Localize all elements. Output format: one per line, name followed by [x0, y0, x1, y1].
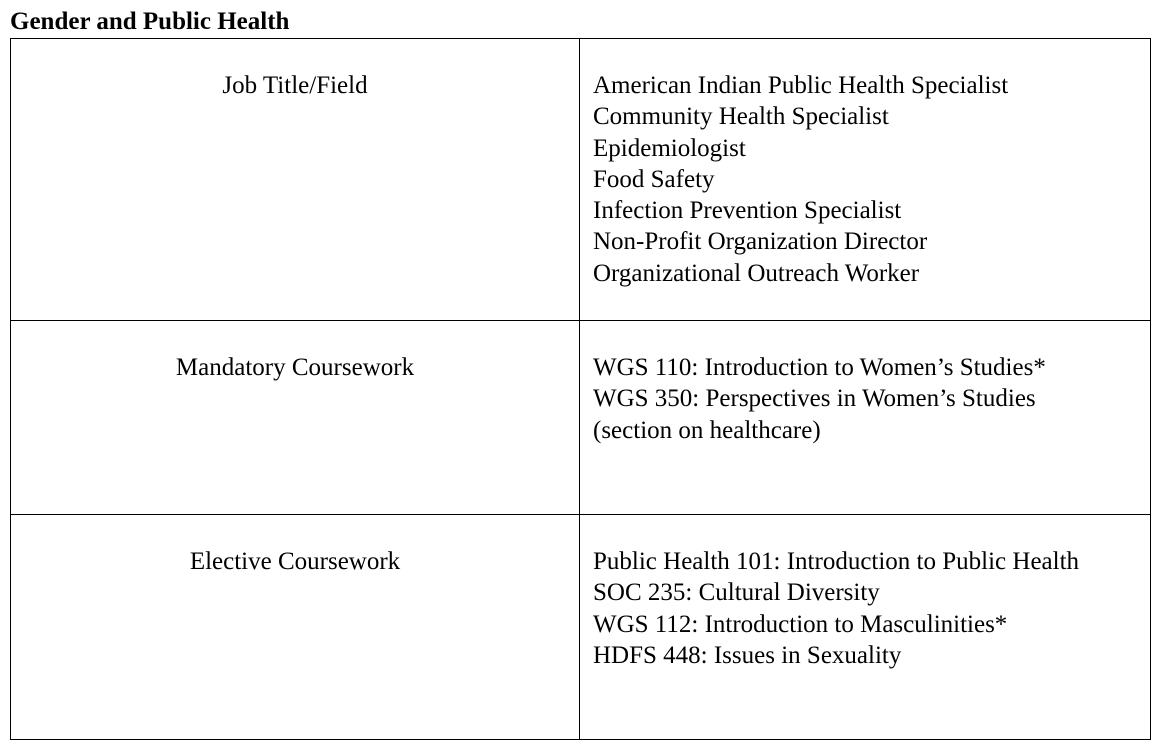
row-label: Elective Coursework	[189, 548, 401, 575]
row-values-cell	[580, 515, 1151, 740]
list-item: Public Health 101: Introduction to Public Health	[593, 548, 1080, 575]
table-row-elective-coursework	[11, 515, 1151, 740]
list-item: Food Safety	[593, 165, 715, 193]
list-item: WGS 110: Introduction to Women’s Studies*	[593, 354, 1046, 381]
mandatory-course-list	[593, 321, 1150, 446]
page-title: Gender and Public Health	[10, 8, 290, 35]
list-item: Organizational Outreach Worker	[593, 259, 920, 287]
row-label-cell	[11, 321, 580, 515]
row-label: Job Title/Field	[222, 72, 368, 99]
row-label-cell	[11, 39, 580, 321]
elective-course-list	[593, 515, 1150, 671]
row-label: Mandatory Coursework	[175, 354, 415, 381]
list-item: SOC 235: Cultural Diversity	[593, 579, 880, 607]
list-item: WGS 112: Introduction to Masculinities*	[593, 610, 1008, 638]
job-title-list	[593, 39, 1150, 289]
career-coursework-table	[10, 38, 1151, 740]
list-item: Infection Prevention Specialist	[593, 197, 902, 225]
table-row-job-title	[11, 39, 1151, 321]
row-values-cell	[580, 39, 1151, 321]
list-item: HDFS 448: Issues in Sexuality	[593, 641, 902, 669]
list-item: Non-Profit Organization Director	[593, 228, 928, 256]
list-item: (section on healthcare)	[593, 416, 821, 444]
list-item: WGS 350: Perspectives in Women’s Studies	[593, 385, 1036, 413]
list-item: American Indian Public Health Specialist	[593, 72, 1009, 99]
row-values-cell	[580, 321, 1151, 515]
row-label-cell	[11, 515, 580, 740]
list-item: Epidemiologist	[593, 134, 746, 162]
list-item: Community Health Specialist	[593, 103, 889, 131]
table-row-mandatory-coursework	[11, 321, 1151, 515]
